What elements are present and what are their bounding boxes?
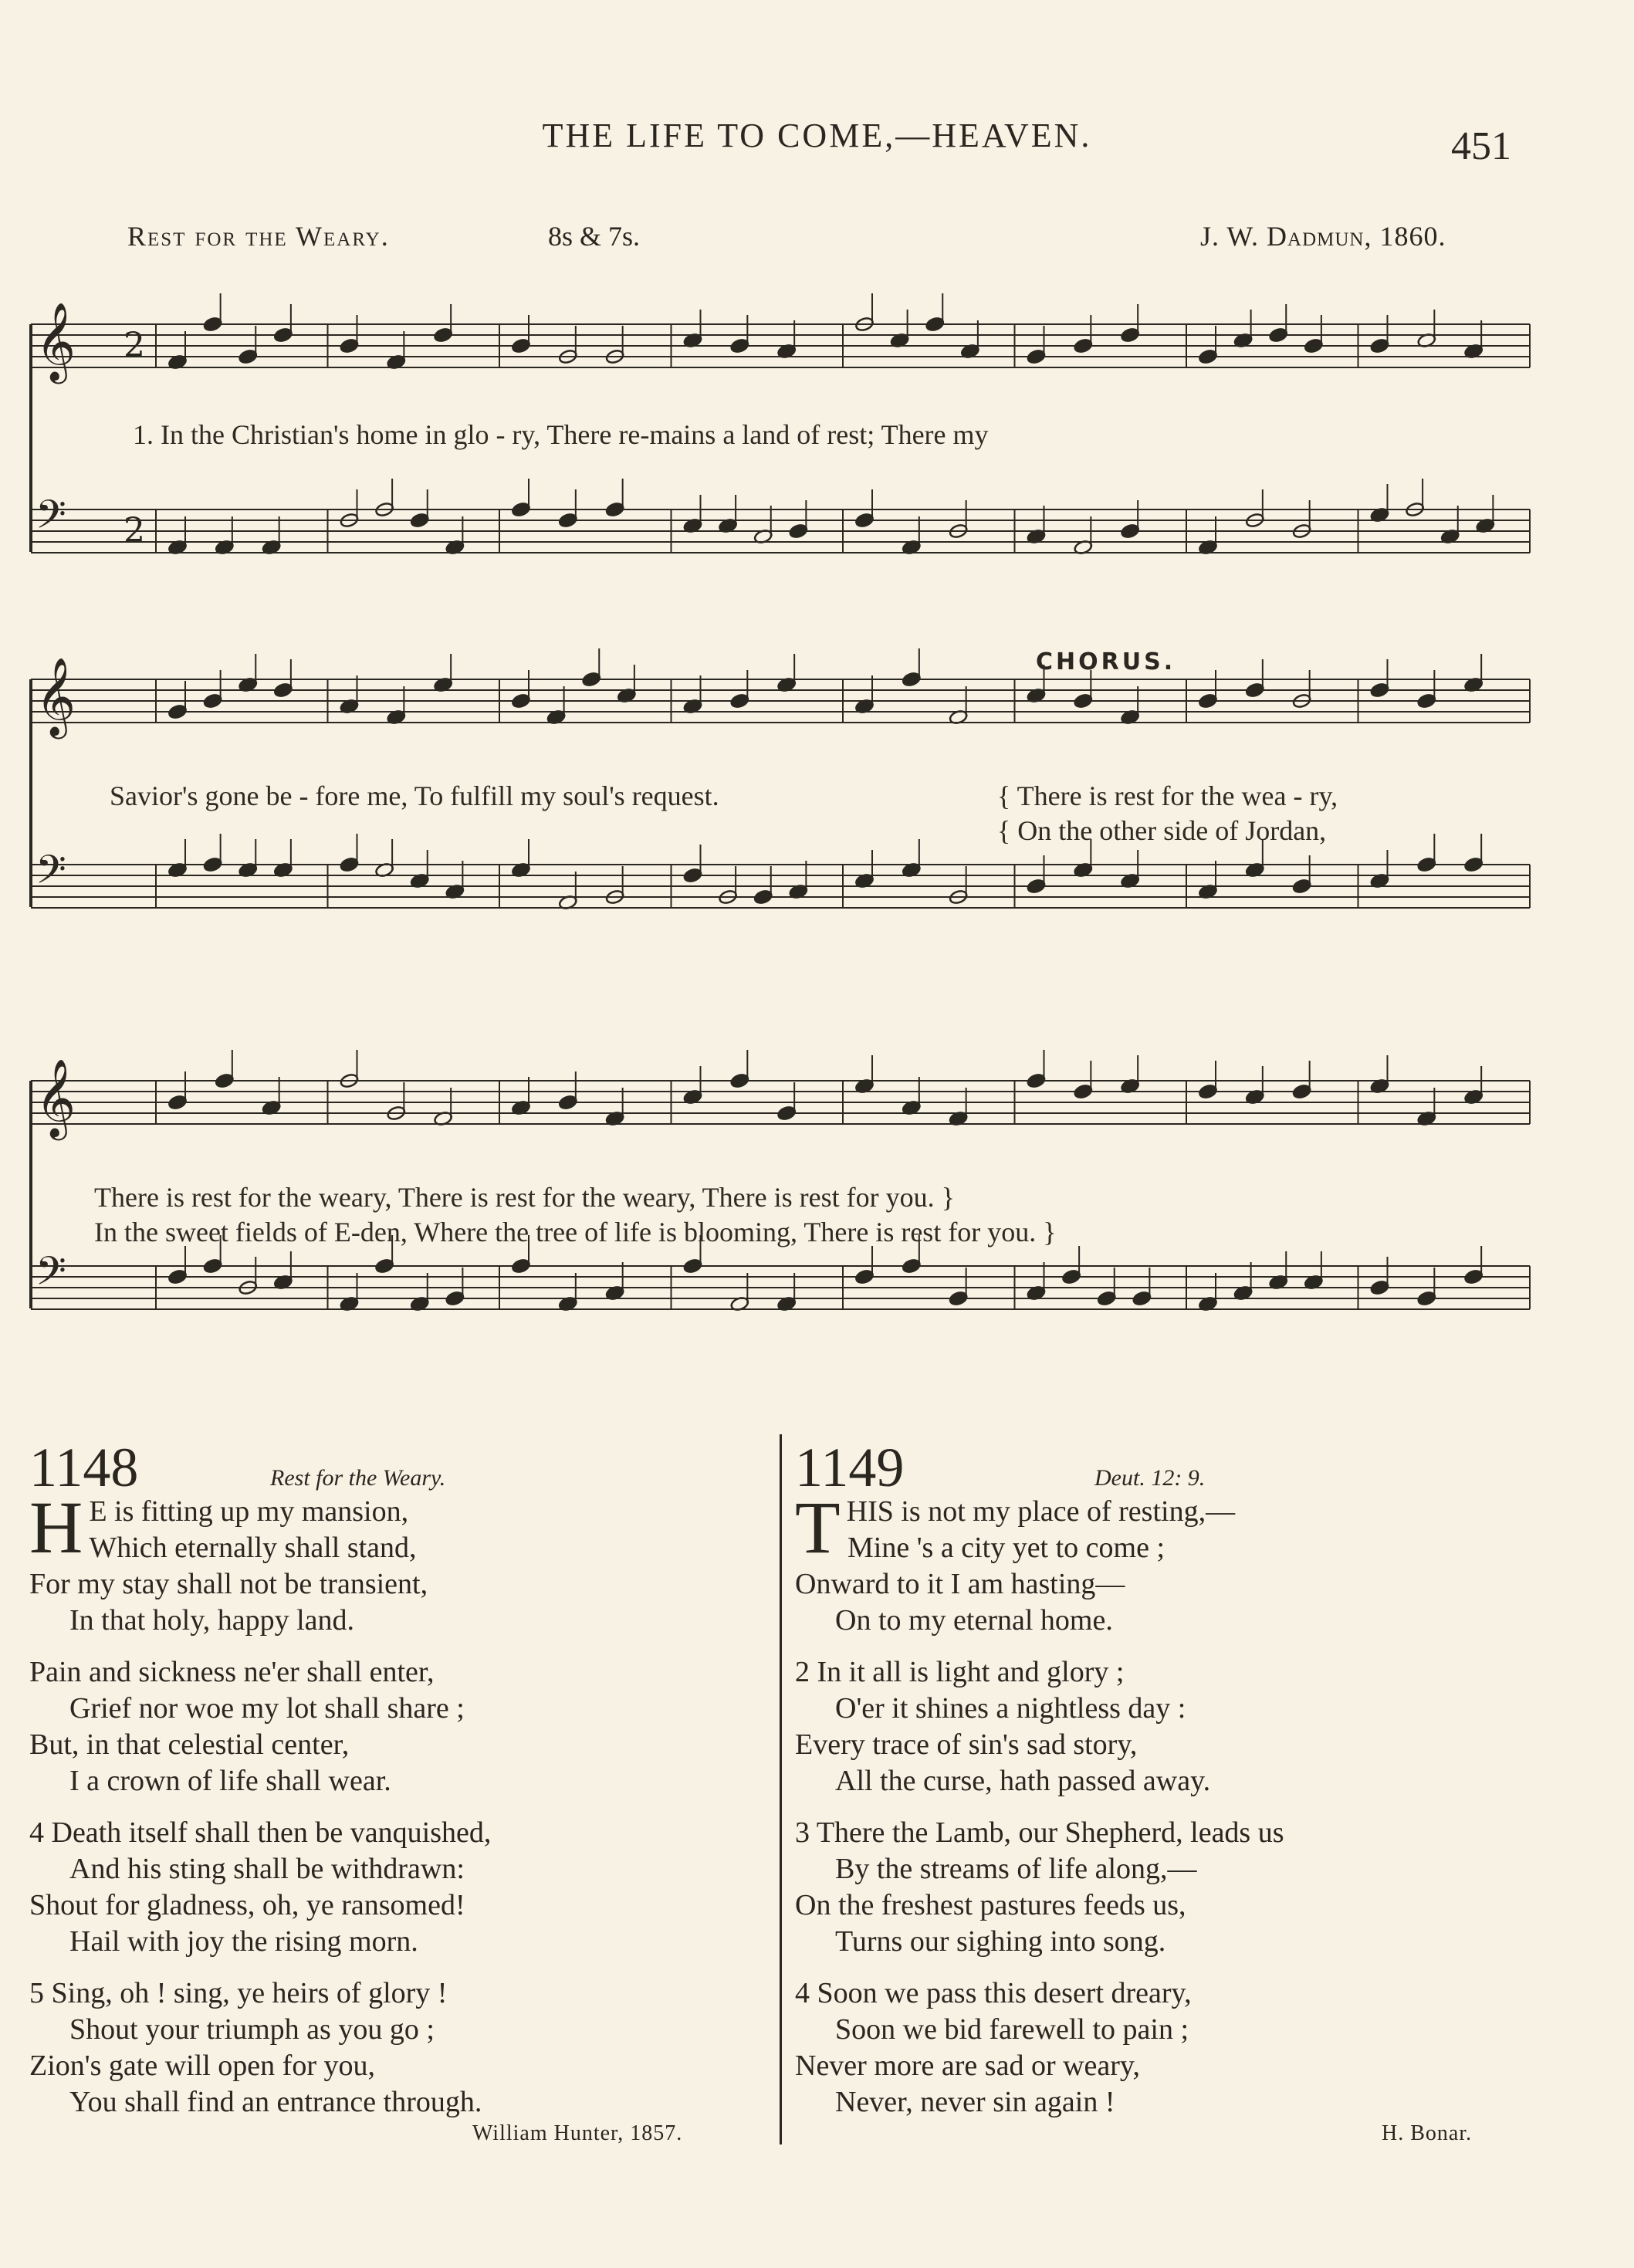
note-head	[167, 1095, 187, 1111]
poem-line: Which eternally shall stand,	[89, 1532, 417, 1564]
note-head	[239, 349, 258, 365]
poem-line: Pain and sickness ne'er shall enter,	[29, 1656, 435, 1688]
note-head	[374, 1258, 394, 1274]
poem-line: 4 Death itself shall then be vanquished,	[29, 1816, 492, 1849]
note-head	[1198, 693, 1217, 709]
poem-line: All the curse, hath passed away.	[835, 1765, 1211, 1797]
note-head	[1417, 693, 1436, 709]
poem-line: I a crown of life shall wear.	[69, 1765, 391, 1797]
column-divider	[780, 1434, 782, 2144]
note-head	[433, 327, 452, 344]
poem-line: By the streams of life along,—	[835, 1853, 1197, 1885]
note-head	[511, 693, 530, 709]
note-head	[558, 513, 577, 529]
note-head	[1370, 338, 1389, 354]
note-head	[1370, 682, 1389, 699]
note-head	[558, 1095, 577, 1111]
treble-clef-icon: 𝄞	[36, 301, 76, 381]
note-head	[445, 1291, 465, 1307]
note-head	[902, 672, 921, 688]
note-head	[1074, 693, 1093, 709]
note-head	[1304, 338, 1323, 354]
drop-cap: T	[795, 1486, 841, 1569]
author-1149: H. Bonar.	[1382, 2121, 1473, 2145]
note-head	[273, 327, 293, 344]
poem-line: Grief nor woe my lot shall share ;	[69, 1692, 465, 1725]
note-head	[949, 1291, 968, 1307]
poem-line: You shall find an entrance through.	[69, 2086, 482, 2118]
note-head	[605, 502, 624, 518]
poem-1148	[29, 1486, 755, 2136]
poem-line: On the freshest pastures feeds us,	[795, 1889, 1186, 1921]
stanza	[29, 1815, 755, 1960]
note-head	[730, 1073, 749, 1089]
note-head	[1198, 1084, 1217, 1100]
note-head	[1074, 338, 1093, 354]
hymn-number-1148: 1148	[29, 1437, 139, 1498]
poem-line: Shout your triumph as you go ;	[69, 2013, 435, 2046]
poem-line: 3 There the Lamb, our Shepherd, leads us	[795, 1816, 1284, 1849]
stanza	[795, 1975, 1567, 2121]
note-head	[511, 1258, 530, 1274]
lyric-line-chorus-1: { There is rest for the wea - ry,	[997, 780, 1338, 811]
hymn-reference-1149: Deut. 12: 9.	[1094, 1465, 1206, 1491]
lyric-line-verse-2: In the sweet fields of E-den, Where the tree of life is blooming, There is rest for you. }	[94, 1217, 1057, 1247]
poem-line: Every trace of sin's sad story,	[795, 1728, 1138, 1761]
notes	[156, 1050, 1530, 1126]
note-head	[1292, 1084, 1311, 1100]
chorus-label: CHORUS.	[1036, 648, 1176, 675]
poem-line: 2 In it all is light and glory ;	[795, 1656, 1125, 1688]
note-head	[683, 868, 702, 884]
poem-line: 5 Sing, oh ! sing, ye heirs of glory !	[29, 1977, 448, 2009]
page-number: 451	[1451, 124, 1511, 168]
stanza	[795, 1815, 1567, 1960]
lyric-line-verse-1: There is rest for the weary, There is rest for the weary, There is rest for you. }	[94, 1182, 955, 1213]
poem-line: But, in that celestial center,	[29, 1728, 350, 1761]
drop-cap: H	[29, 1486, 83, 1569]
note-head	[925, 317, 945, 333]
note-head	[1417, 857, 1436, 873]
music-system-1	[25, 293, 1568, 594]
poem-line: Never, never sin again !	[835, 2086, 1115, 2118]
note-head	[582, 672, 601, 688]
poem-line: 4 Soon we pass this desert dreary,	[795, 1977, 1192, 2009]
hymn-number-1149: 1149	[795, 1437, 905, 1498]
music-system-3	[25, 1050, 1568, 1390]
poem-line: Turns our sighing into song.	[835, 1925, 1166, 1958]
note-head	[1027, 1073, 1046, 1089]
poem-line: For my stay shall not be transient,	[29, 1568, 428, 1600]
poem-line-text: HIS is not my place of resting,—	[846, 1495, 1236, 1528]
note-head	[273, 682, 293, 699]
poem-line-text: E is fitting up my mansion,	[89, 1495, 409, 1528]
note-head	[1027, 349, 1046, 365]
poem-line: Onward to it I am hasting—	[795, 1568, 1125, 1600]
note-head	[789, 523, 808, 540]
note-head	[167, 704, 187, 720]
bass-staff	[31, 491, 1530, 553]
note-head	[730, 338, 749, 354]
bass-clef-icon: 𝄢	[36, 1247, 66, 1304]
poem-line: Mine 's a city yet to come ;	[847, 1532, 1165, 1564]
note-head	[1120, 523, 1139, 540]
time-signature: 2	[123, 511, 145, 550]
music-system-2	[25, 648, 1568, 973]
running-title: THE LIFE TO COME,—HEAVEN.	[542, 117, 1092, 154]
stanza	[795, 1486, 1567, 1639]
hymn-meter: 8s & 7s.	[548, 221, 641, 252]
note-head	[1269, 327, 1288, 344]
hymn-reference-1148: Rest for the Weary.	[270, 1465, 446, 1491]
poem-line: On to my eternal home.	[835, 1604, 1113, 1637]
note-head	[1074, 1084, 1093, 1100]
lyric-line-chorus-2: { On the other side of Jordan,	[997, 815, 1327, 846]
note-head	[1198, 349, 1217, 365]
note-head	[1292, 878, 1311, 895]
stanza	[29, 1654, 755, 1799]
poem-line: Hail with joy the rising morn.	[69, 1925, 418, 1958]
treble-staff	[31, 1058, 1530, 1141]
time-signature: 2	[123, 326, 145, 365]
note-head	[511, 502, 530, 518]
poem-line: And his sting shall be withdrawn:	[69, 1853, 465, 1885]
note-head	[203, 1258, 222, 1274]
note-head	[1120, 327, 1139, 344]
note-head	[753, 889, 773, 906]
note-head	[203, 693, 222, 709]
note-head	[1027, 878, 1046, 895]
notes	[156, 648, 1530, 725]
lyric-line: 1. In the Christian's home in glo - ry, There re-mains a land of rest; There my	[133, 419, 989, 450]
note-head	[215, 1073, 234, 1089]
note-head	[1370, 1280, 1389, 1296]
note-head	[1463, 857, 1483, 873]
note-head	[1061, 1269, 1081, 1285]
note-head	[854, 1269, 874, 1285]
stanza	[29, 1975, 755, 2121]
note-head	[1417, 1291, 1436, 1307]
note-head	[410, 513, 429, 529]
stanza	[795, 1654, 1567, 1799]
poem-line: Soon we bid farewell to pain ;	[835, 2013, 1189, 2046]
note-head	[730, 693, 749, 709]
note-head	[203, 317, 222, 333]
bass-clef-icon: 𝄢	[36, 491, 66, 547]
poem-line: O'er it shines a nightless day :	[835, 1692, 1186, 1725]
poem-line: Shout for gladness, oh, ye ransomed!	[29, 1889, 465, 1921]
note-head	[854, 513, 874, 529]
note-head	[340, 338, 359, 354]
note-head	[203, 857, 222, 873]
note-head	[1245, 682, 1264, 699]
note-head	[1097, 1291, 1116, 1307]
note-head	[1463, 1269, 1483, 1285]
bass-clef-icon: 𝄢	[36, 846, 66, 902]
hymn-title: Rest for the Weary.	[127, 221, 390, 252]
note-head	[902, 1258, 921, 1274]
note-head	[1132, 1291, 1152, 1307]
notes	[156, 293, 1530, 370]
lyric-line: Savior's gone be - fore me, To fulfill my soul's request.	[110, 780, 719, 811]
poem-line: Zion's gate will open for you,	[29, 2050, 375, 2082]
treble-clef-icon: 𝄞	[36, 656, 76, 736]
note-head	[167, 1269, 187, 1285]
poem-1149	[795, 1486, 1567, 2136]
poem-line: In that holy, happy land.	[69, 1604, 355, 1637]
hymn-composer: J. W. Dadmun, 1860.	[1200, 221, 1446, 252]
treble-clef-icon: 𝄞	[36, 1058, 76, 1137]
author-1148: William Hunter, 1857.	[472, 2121, 683, 2145]
note-head	[683, 1258, 702, 1274]
note-head	[776, 1105, 796, 1122]
note-head	[511, 338, 530, 354]
poem-line: Never more are sad or weary,	[795, 2050, 1140, 2082]
notes	[156, 479, 1530, 555]
stanza	[29, 1486, 755, 1639]
note-head	[340, 857, 359, 873]
